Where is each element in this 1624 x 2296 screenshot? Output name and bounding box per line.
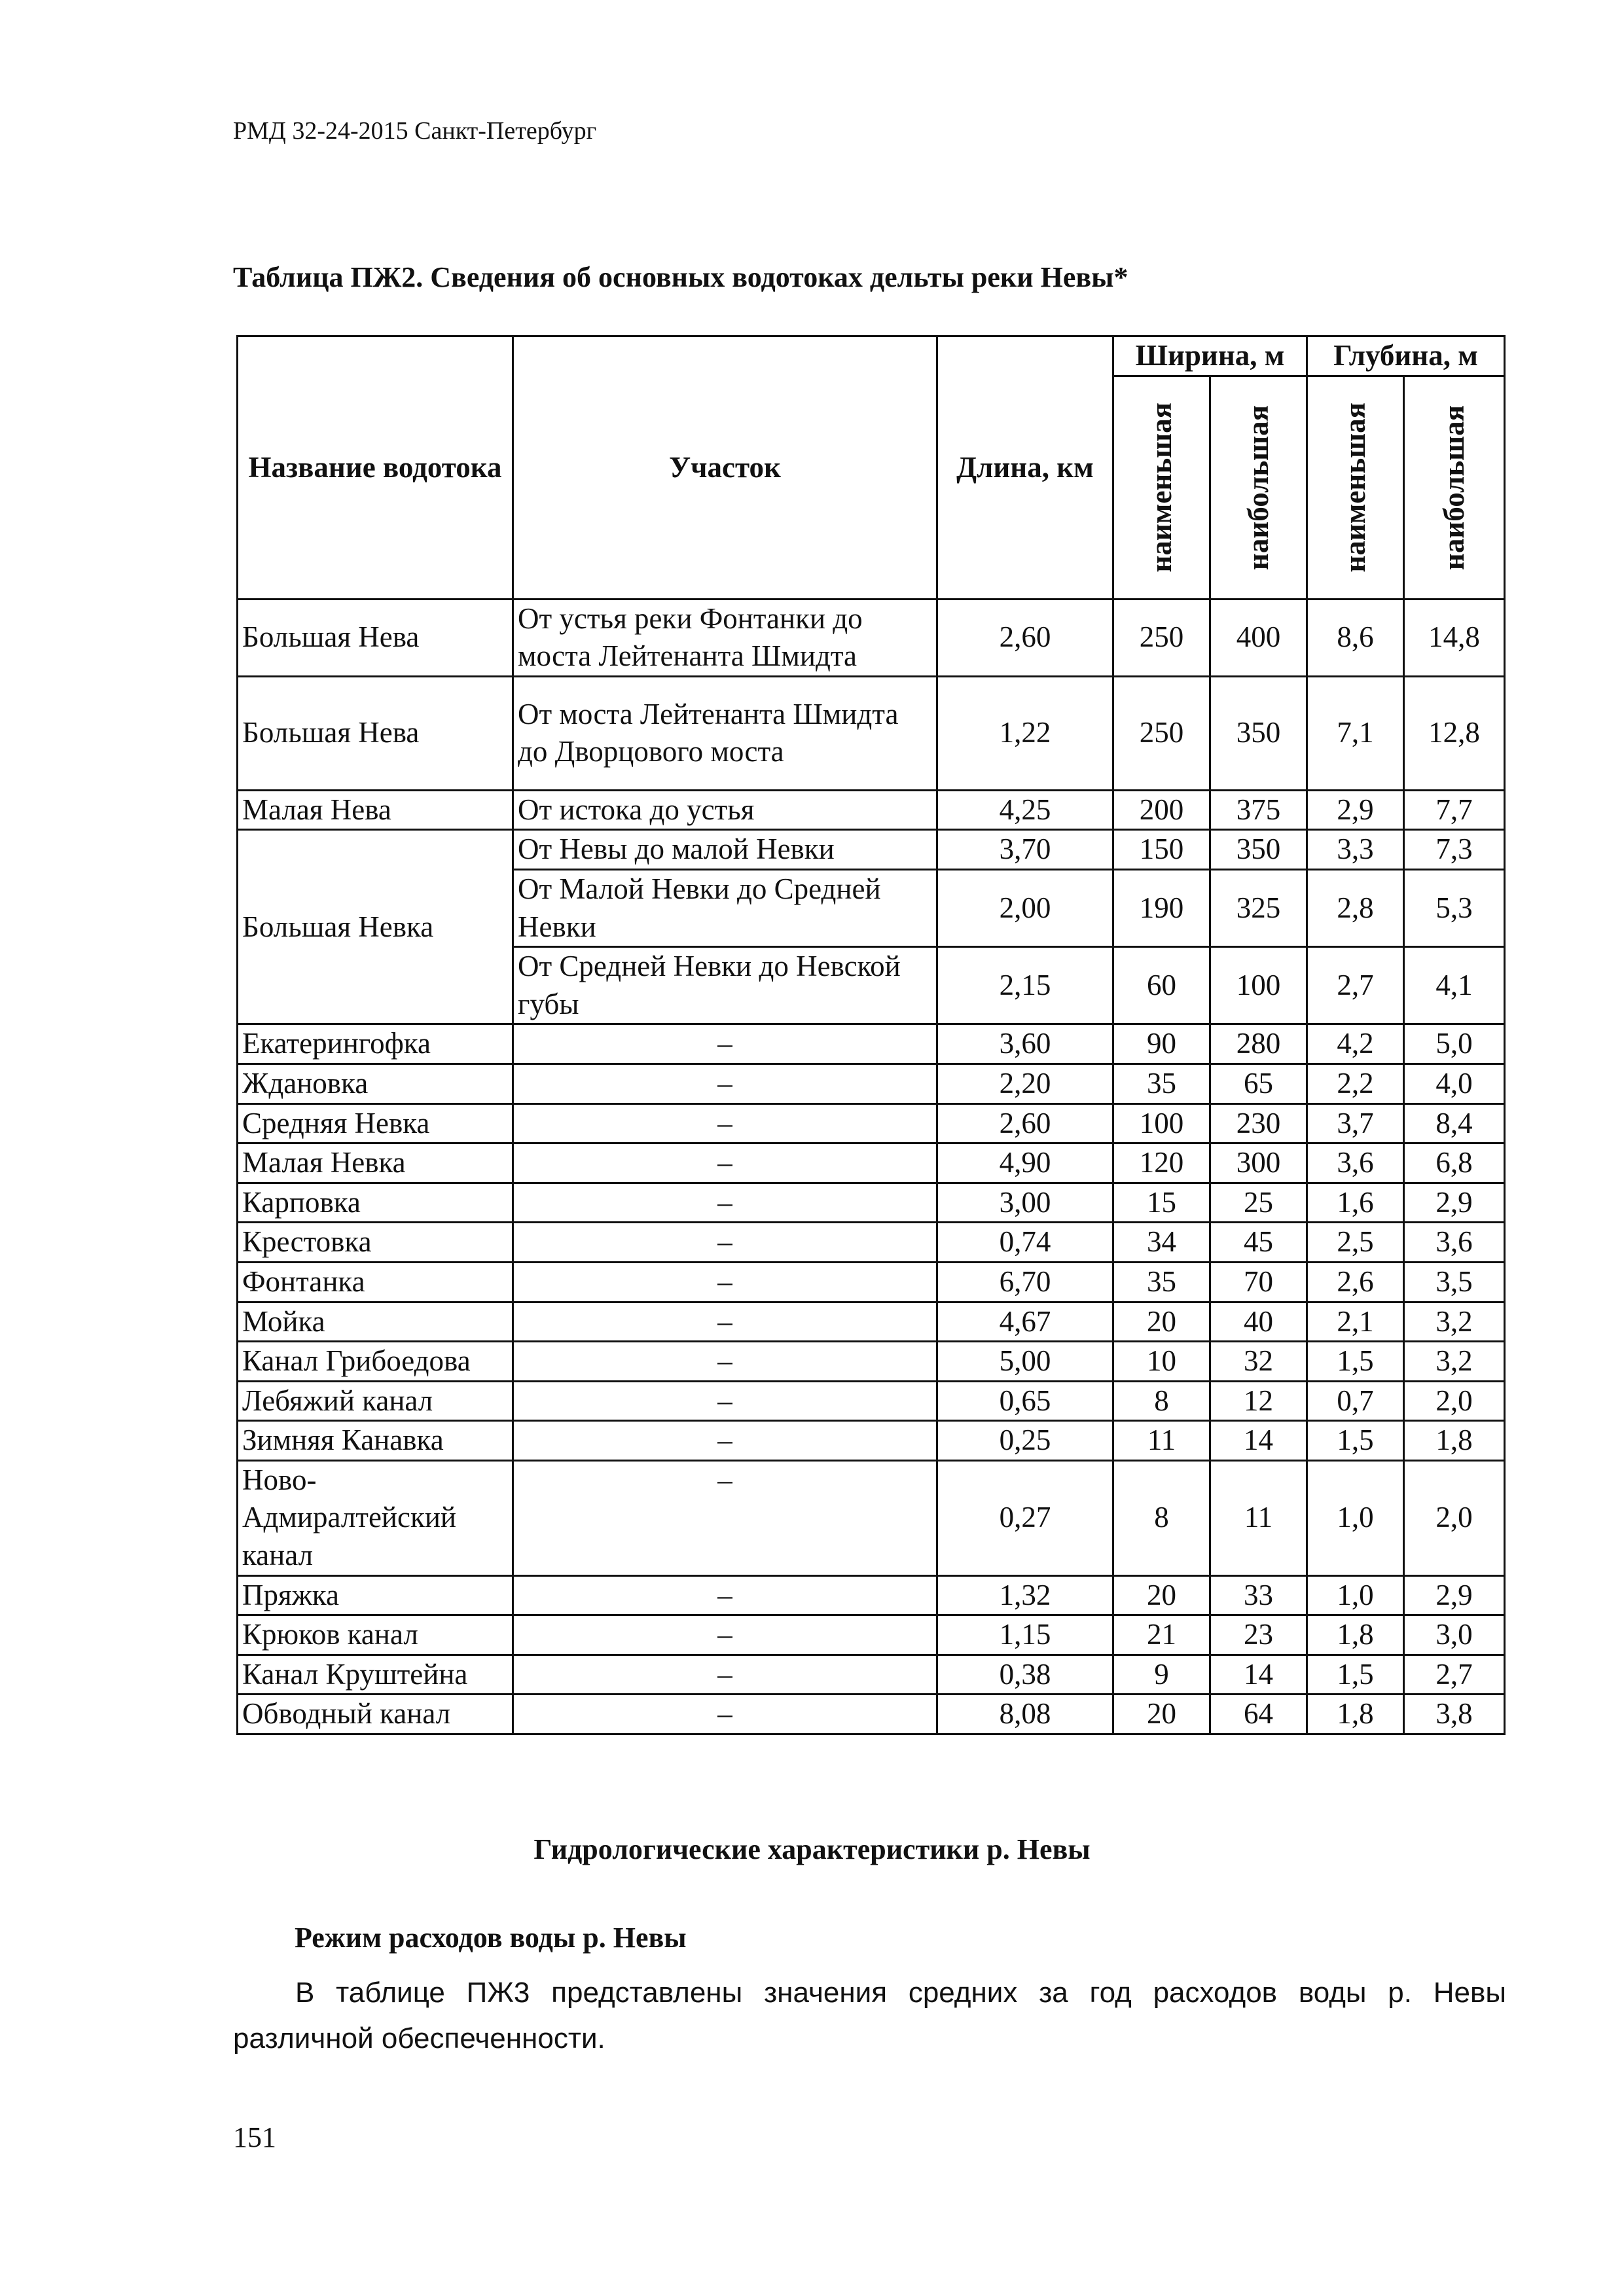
cell-width-max: 11 [1210,1460,1307,1575]
cell-width-max: 25 [1210,1183,1307,1223]
cell-name: Канал Круштейна [238,1655,513,1695]
table-row [238,1342,1505,1382]
cell-depth-max: 6,8 [1404,1143,1505,1183]
cell-depth-min: 2,6 [1307,1262,1404,1302]
cell-name: Малая Невка [238,1143,513,1183]
subheading: Режим расходов воды р. Невы [295,1922,687,1954]
cell-depth-max: 4,1 [1404,947,1505,1024]
cell-width-max: 12 [1210,1381,1307,1421]
table-row [238,1421,1505,1461]
cell-width-min: 60 [1113,947,1210,1024]
cell-name: Большая Невка [238,830,513,1024]
table-row [238,1655,1505,1695]
table-row [238,1183,1505,1223]
cell-width-min: 8 [1113,1460,1210,1575]
cell-depth-max: 7,3 [1404,830,1505,870]
cell-section: – [513,1342,937,1382]
cell-width-min: 250 [1113,599,1210,676]
cell-name: Фонтанка [238,1262,513,1302]
cell-name: Зимняя Канавка [238,1421,513,1461]
cell-section: – [513,1460,937,1575]
cell-length: 4,67 [937,1302,1113,1342]
cell-width-min: 35 [1113,1262,1210,1302]
cell-width-min: 20 [1113,1302,1210,1342]
table-row [238,790,1505,830]
cell-width-max: 64 [1210,1695,1307,1734]
header-depth-min: наименьшая [1307,376,1404,599]
cell-depth-min: 2,7 [1307,947,1404,1024]
table-title: Таблица ПЖ2. Сведения об основных водотоках дельты реки Невы* [233,261,1128,293]
cell-width-min: 150 [1113,830,1210,870]
cell-depth-max: 12,8 [1404,676,1505,790]
header-width-max: наибольшая [1210,376,1307,599]
cell-length: 3,70 [937,830,1113,870]
cell-width-max: 280 [1210,1024,1307,1064]
cell-width-max: 45 [1210,1223,1307,1263]
cell-depth-max: 3,2 [1404,1302,1505,1342]
cell-width-max: 375 [1210,790,1307,830]
cell-name: Малая Нева [238,790,513,830]
cell-width-max: 100 [1210,947,1307,1024]
cell-length: 2,00 [937,869,1113,946]
cell-width-min: 190 [1113,869,1210,946]
cell-width-max: 23 [1210,1615,1307,1655]
cell-width-min: 250 [1113,676,1210,790]
cell-length: 8,08 [937,1695,1113,1734]
cell-depth-max: 3,6 [1404,1223,1505,1263]
cell-length: 0,38 [937,1655,1113,1695]
cell-width-min: 20 [1113,1695,1210,1734]
cell-name: Канал Грибоедова [238,1342,513,1382]
cell-length: 3,60 [937,1024,1113,1064]
cell-name: Екатерингофка [238,1024,513,1064]
cell-section: – [513,1143,937,1183]
cell-name: Крюков канал [238,1615,513,1655]
cell-depth-max: 2,0 [1404,1381,1505,1421]
cell-depth-min: 2,8 [1307,869,1404,946]
cell-width-min: 35 [1113,1064,1210,1103]
header-depth-max: наибольшая [1404,376,1505,599]
cell-section: От моста Лейтенанта Шмидта до Дворцового моста [513,676,937,790]
table-row [238,830,1505,870]
table-row [238,1460,1505,1575]
cell-width-min: 9 [1113,1655,1210,1695]
cell-depth-min: 2,9 [1307,790,1404,830]
cell-depth-max: 3,2 [1404,1342,1505,1382]
cell-length: 3,00 [937,1183,1113,1223]
cell-depth-max: 2,9 [1404,1183,1505,1223]
cell-name: Обводный канал [238,1695,513,1734]
cell-name: Пряжка [238,1575,513,1615]
cell-width-max: 400 [1210,599,1307,676]
table-row [238,1695,1505,1734]
cell-name: Карповка [238,1183,513,1223]
cell-width-min: 100 [1113,1103,1210,1143]
cell-section: – [513,1103,937,1143]
cell-width-min: 10 [1113,1342,1210,1382]
cell-depth-max: 3,0 [1404,1615,1505,1655]
cell-depth-min: 1,5 [1307,1342,1404,1382]
table-row [238,1381,1505,1421]
cell-name: Средняя Невка [238,1103,513,1143]
cell-name: Ново-Адмиралтейский канал [238,1460,513,1575]
cell-depth-max: 4,0 [1404,1064,1505,1103]
cell-depth-min: 2,2 [1307,1064,1404,1103]
header-name: Название водотока [238,336,513,600]
header-length: Длина, км [937,336,1113,600]
table-row [238,1262,1505,1302]
cell-width-max: 350 [1210,830,1307,870]
cell-width-max: 40 [1210,1302,1307,1342]
cell-section: – [513,1655,937,1695]
cell-depth-max: 1,8 [1404,1421,1505,1461]
header-width: Ширина, м [1113,336,1307,376]
cell-depth-max: 2,7 [1404,1655,1505,1695]
cell-length: 2,15 [937,947,1113,1024]
cell-length: 0,27 [937,1460,1113,1575]
cell-width-min: 200 [1113,790,1210,830]
cell-width-min: 20 [1113,1575,1210,1615]
cell-width-max: 32 [1210,1342,1307,1382]
table-row [238,1103,1505,1143]
cell-depth-max: 5,3 [1404,869,1505,946]
cell-depth-max: 2,0 [1404,1460,1505,1575]
cell-name: Лебяжий канал [238,1381,513,1421]
cell-section: От Малой Невки до Средней Невки [513,869,937,946]
table-row [238,1064,1505,1103]
cell-length: 1,15 [937,1615,1113,1655]
cell-width-max: 230 [1210,1103,1307,1143]
cell-section: – [513,1064,937,1103]
cell-depth-max: 14,8 [1404,599,1505,676]
cell-length: 0,65 [937,1381,1113,1421]
cell-depth-min: 1,6 [1307,1183,1404,1223]
table-row [238,1615,1505,1655]
cell-width-max: 325 [1210,869,1307,946]
cell-depth-max: 8,4 [1404,1103,1505,1143]
cell-depth-max: 5,0 [1404,1024,1505,1064]
cell-section: – [513,1024,937,1064]
cell-section: – [513,1223,937,1263]
table-row [238,1302,1505,1342]
table-row [238,1223,1505,1263]
cell-length: 2,20 [937,1064,1113,1103]
table-row [238,1575,1505,1615]
table-row [238,599,1505,676]
cell-width-max: 300 [1210,1143,1307,1183]
cell-width-max: 70 [1210,1262,1307,1302]
cell-section: – [513,1615,937,1655]
body-paragraph: В таблице ПЖ3 представлены значения средних за год расходов воды р. Невы различной обеспеченности. [233,1977,1506,2055]
cell-length: 4,25 [937,790,1113,830]
header-width-min: наименьшая [1113,376,1210,599]
cell-section: – [513,1575,937,1615]
cell-length: 0,74 [937,1223,1113,1263]
cell-width-min: 120 [1113,1143,1210,1183]
cell-depth-max: 2,9 [1404,1575,1505,1615]
header-section: Участок [513,336,937,600]
cell-depth-min: 1,8 [1307,1695,1404,1734]
table-row [238,676,1505,790]
cell-length: 1,32 [937,1575,1113,1615]
cell-depth-min: 8,6 [1307,599,1404,676]
cell-name: Большая Нева [238,676,513,790]
page-number: 151 [233,2121,276,2153]
cell-section: От устья реки Фонтанки до моста Лейтенанта Шмидта [513,599,937,676]
cell-section: – [513,1302,937,1342]
cell-depth-min: 3,7 [1307,1103,1404,1143]
cell-depth-min: 3,3 [1307,830,1404,870]
cell-depth-min: 4,2 [1307,1024,1404,1064]
cell-width-min: 11 [1113,1421,1210,1461]
cell-width-max: 33 [1210,1575,1307,1615]
header-depth: Глубина, м [1307,336,1505,376]
cell-name: Большая Нева [238,599,513,676]
cell-section: – [513,1381,937,1421]
cell-length: 4,90 [937,1143,1113,1183]
cell-section: От Невы до малой Невки [513,830,937,870]
cell-depth-min: 2,1 [1307,1302,1404,1342]
table-row [238,1024,1505,1064]
watercourses-table [236,335,1506,1735]
section-heading: Гидрологические характеристики р. Невы [533,1833,1091,1865]
table-row [238,1143,1505,1183]
cell-depth-min: 0,7 [1307,1381,1404,1421]
cell-name: Мойка [238,1302,513,1342]
cell-length: 6,70 [937,1262,1113,1302]
cell-depth-min: 1,0 [1307,1460,1404,1575]
cell-section: – [513,1262,937,1302]
cell-width-min: 34 [1113,1223,1210,1263]
cell-depth-min: 2,5 [1307,1223,1404,1263]
cell-width-max: 350 [1210,676,1307,790]
cell-length: 2,60 [937,1103,1113,1143]
cell-name: Крестовка [238,1223,513,1263]
cell-depth-min: 1,5 [1307,1655,1404,1695]
cell-depth-max: 3,8 [1404,1695,1505,1734]
cell-length: 5,00 [937,1342,1113,1382]
cell-width-min: 90 [1113,1024,1210,1064]
cell-section: – [513,1695,937,1734]
document-header: РМД 32-24-2015 Санкт-Петербург [233,117,597,145]
cell-section: – [513,1183,937,1223]
cell-depth-max: 7,7 [1404,790,1505,830]
cell-section: От истока до устья [513,790,937,830]
cell-width-max: 14 [1210,1655,1307,1695]
cell-length: 0,25 [937,1421,1113,1461]
cell-section: – [513,1421,937,1461]
cell-length: 2,60 [937,599,1113,676]
cell-width-max: 14 [1210,1421,1307,1461]
cell-width-min: 15 [1113,1183,1210,1223]
cell-length: 1,22 [937,676,1113,790]
cell-depth-max: 3,5 [1404,1262,1505,1302]
cell-width-min: 8 [1113,1381,1210,1421]
cell-width-min: 21 [1113,1615,1210,1655]
cell-depth-min: 1,8 [1307,1615,1404,1655]
cell-depth-min: 7,1 [1307,676,1404,790]
cell-name: Ждановка [238,1064,513,1103]
cell-section: От Средней Невки до Невской губы [513,947,937,1024]
cell-depth-min: 3,6 [1307,1143,1404,1183]
cell-width-max: 65 [1210,1064,1307,1103]
cell-depth-min: 1,0 [1307,1575,1404,1615]
cell-depth-min: 1,5 [1307,1421,1404,1461]
